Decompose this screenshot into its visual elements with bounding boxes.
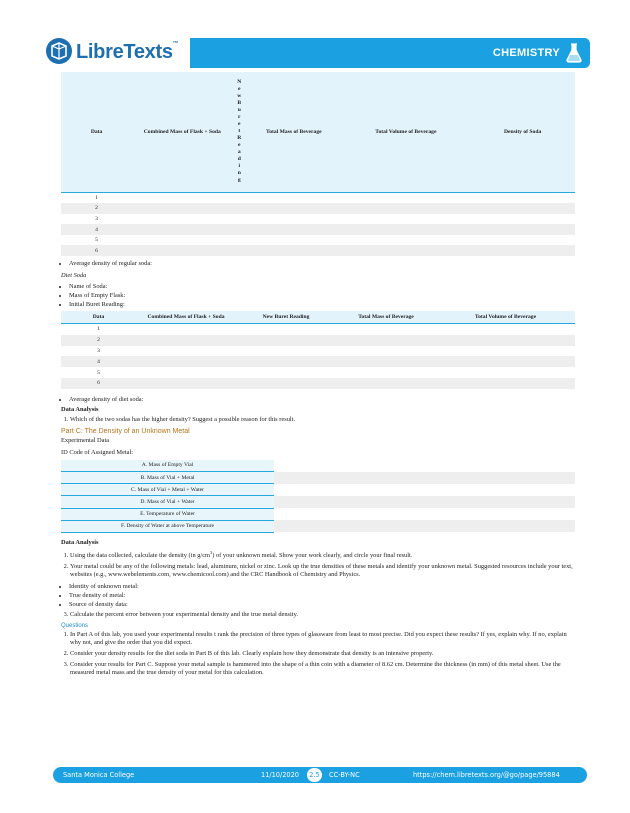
- table-row: F. Density of Water at above Temperature: [61, 520, 575, 532]
- data-analysis-list-3: [61, 611, 575, 619]
- table-row: 2: [61, 203, 575, 214]
- avg-regular-list: [61, 259, 575, 268]
- table-row: 6: [61, 378, 575, 389]
- table-row: 4: [61, 224, 575, 235]
- id-code: ID Code of Assigned Metal:: [61, 448, 134, 456]
- data-analysis-list-2: [61, 549, 575, 579]
- data-analysis-heading-2: Data Analysis: [61, 538, 99, 546]
- page-footer: [53, 767, 587, 783]
- experimental-data: Experimental Data: [61, 436, 110, 444]
- footer-license[interactable]: CC-BY-NC: [329, 770, 360, 779]
- table-row: 3: [95, 215, 98, 222]
- table-row: B. Mass of Vial + Metal: [61, 472, 575, 484]
- page-content: [61, 72, 575, 680]
- table-row: 2: [61, 335, 575, 346]
- diet-heading: Diet Soda: [61, 272, 87, 280]
- regular-soda-table: [61, 72, 575, 256]
- page-header: [40, 36, 590, 70]
- col-header: Total Mass of Beverage: [246, 72, 341, 192]
- list-item: • Name of Soda:: [69, 282, 575, 291]
- libretexts-logo[interactable]: [40, 36, 190, 70]
- list-item: • Source of density data:: [69, 600, 575, 609]
- list-item: • Mass of Empty Flask:: [69, 291, 575, 300]
- table-row: C. Mass of Vial + Metal + Water: [61, 484, 575, 496]
- table-row: A. Mass of Empty Vial: [61, 460, 575, 472]
- part-c-heading: Part C: The Density of an Unknown Metal: [61, 427, 190, 435]
- libretexts-logo-icon: [46, 38, 72, 64]
- col-header-vertical: N e w B u r e t R e a d i n g: [232, 72, 246, 192]
- footer-college: Santa Monica College: [63, 770, 135, 779]
- table-row: E. Temperature of Water: [61, 508, 575, 520]
- question-item: 1. In Part A of this lab, you used your experimental results t rank the precision of three types of glassware from least to most precise. Did you expect these results? If yes, explain why. If no, explain why not, and give the order that you did expect.: [70, 631, 575, 647]
- footer-date: 11/10/2020: [261, 770, 300, 779]
- diet-soda-table: [61, 311, 575, 389]
- logo-text: LibreTexts™: [76, 41, 179, 63]
- avg-regular: • Average density of regular soda:: [69, 259, 575, 268]
- footer-url[interactable]: https://chem.libretexts.org/@go/page/95884: [413, 770, 560, 779]
- col-header: Data: [61, 311, 136, 324]
- col-header: New Buret Reading: [236, 311, 336, 324]
- table-row: 3: [97, 348, 100, 355]
- list-item: 2. Your metal could be any of the following metals: lead, aluminum, nickel or zinc. Look up the true densities of these metals and identify your unknown metal. Suggested resources include your text, websites (e.g., www.webelements.com, www.chemicool.com) and the CRC Handbook of Chemistry and Physics.: [70, 563, 575, 579]
- data-analysis-list: [61, 416, 575, 424]
- list-item: 1. Which of the two sodas has the higher density? Suggest a possible reason for this result.: [70, 416, 575, 424]
- table-row: 5: [95, 237, 98, 244]
- metal-identity-list: [61, 582, 575, 609]
- col-header: Density of Soda: [470, 72, 575, 192]
- flask-icon: [566, 43, 582, 63]
- list-item: • Identity of unknown metal:: [69, 582, 575, 591]
- data-analysis-heading: Data Analysis: [61, 405, 99, 413]
- metal-data-table: [61, 460, 575, 533]
- col-header: Data: [61, 72, 132, 192]
- page-number-badge: 2.5: [307, 768, 322, 782]
- table-row: 1: [95, 194, 98, 201]
- diet-items: [61, 282, 575, 309]
- col-header: Total Mass of Beverage: [336, 311, 436, 324]
- list-item: 1. Using the data collected, calculate the density (in $g/cm^3$) of your unknown metal. Show your work clearly, and circle your final result.: [70, 549, 575, 560]
- avg-diet-list: [61, 395, 575, 404]
- col-header: Combined Mass of Flask + Soda: [136, 311, 236, 324]
- list-item: 3. Calculate the percent error between your experimental density and the true metal density.: [70, 611, 575, 619]
- questions-list: [61, 631, 575, 677]
- table-row: 5: [97, 369, 100, 376]
- questions-heading: Questions: [61, 623, 89, 630]
- subject-title: CHEMISTRY: [492, 47, 560, 59]
- col-header: Total Volume of Beverage: [436, 311, 575, 324]
- list-item: • Initial Buret Reading:: [69, 300, 575, 309]
- table-row: 4: [61, 356, 575, 367]
- list-item: • True density of metal:: [69, 591, 575, 600]
- table-row: D. Mass of Vial + Water: [61, 496, 575, 508]
- col-header: Total Volume of Beverage: [342, 72, 471, 192]
- question-item: 3. Consider your results for Part C. Suppose your metal sample is hammered into the shape of a thin coin with a diameter of 8.62 cm. Determine the thickness (in mm) of this metal sheet. Use the measured metal mass and the true density of your metal for this calculation.: [70, 661, 575, 677]
- question-item: 2. Consider your density results for the diet soda in Part B of this lab. Clearly explain how they demonstrate that density is an intensive property.: [70, 650, 575, 658]
- avg-diet: • Average density of diet soda:: [69, 395, 575, 404]
- col-header: Combined Mass of Flask + Soda: [132, 72, 232, 192]
- table-row: 6: [61, 245, 575, 256]
- subject-banner[interactable]: [172, 38, 590, 68]
- table-row: 1: [97, 326, 100, 333]
